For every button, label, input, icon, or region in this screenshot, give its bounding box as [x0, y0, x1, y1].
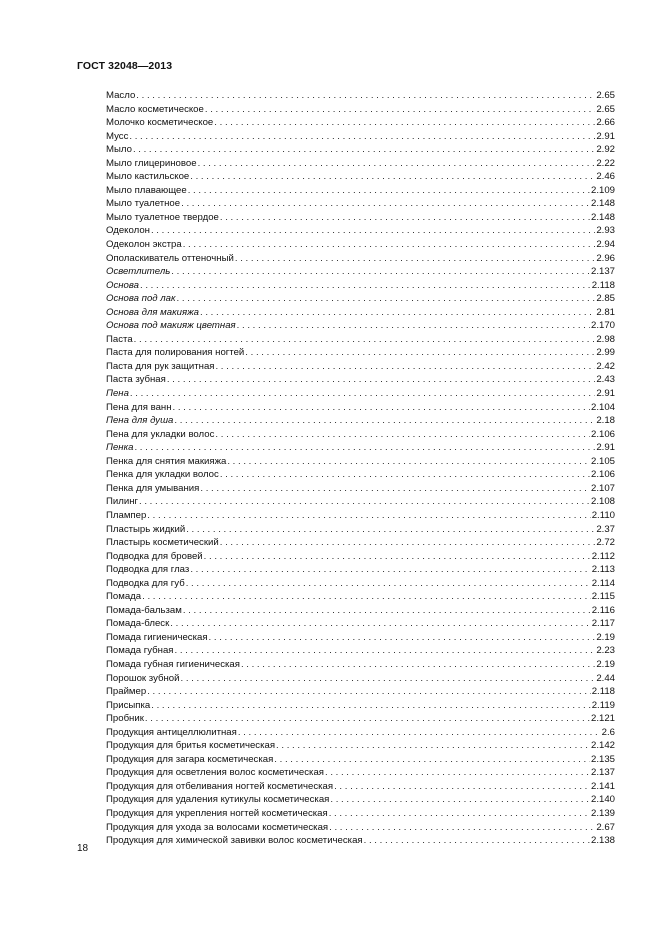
dot-leader — [209, 631, 596, 645]
dot-leader — [215, 428, 590, 442]
index-reference: 2.37 — [596, 523, 615, 535]
index-reference: 2.138 — [590, 835, 615, 847]
index-entry — [106, 414, 615, 428]
index-term: Помада-бальзам — [106, 604, 182, 616]
index-reference: 2.107 — [590, 482, 615, 494]
index-entry — [106, 631, 615, 645]
index-entry — [106, 577, 615, 591]
index-entry — [106, 780, 615, 794]
dot-leader — [241, 658, 595, 672]
dot-leader — [174, 414, 595, 428]
dot-leader — [173, 401, 590, 415]
index-entry — [106, 373, 615, 387]
index-term: Продукция для ухода за волосами косметическая — [106, 821, 329, 833]
dot-leader — [134, 333, 596, 347]
index-entry — [106, 360, 615, 374]
index-term: Порошок зубной — [106, 672, 180, 684]
dot-leader — [205, 103, 595, 117]
index-entry — [106, 455, 615, 469]
index-term: Подводка для бровей — [106, 550, 203, 562]
index-reference: 2.42 — [596, 360, 615, 372]
index-entry — [106, 482, 615, 496]
index-reference: 2.98 — [596, 333, 615, 345]
index-entry — [106, 292, 615, 306]
index-reference: 2.81 — [596, 306, 615, 318]
index-entry — [106, 468, 615, 482]
index-entry — [106, 685, 615, 699]
index-reference: 2.96 — [596, 252, 615, 264]
dot-leader — [238, 726, 601, 740]
index-term: Паста для рук защитная — [106, 360, 215, 372]
index-reference: 2.67 — [596, 821, 615, 833]
dot-leader — [334, 780, 590, 794]
term-index-list — [106, 89, 615, 848]
index-reference: 2.6 — [601, 726, 615, 738]
index-term: Паста зубная — [106, 374, 166, 386]
index-entry — [106, 265, 615, 279]
index-entry — [106, 89, 615, 103]
index-reference: 2.139 — [590, 807, 615, 819]
dot-leader — [329, 821, 595, 835]
index-reference: 2.117 — [591, 618, 615, 630]
index-entry — [106, 306, 615, 320]
dot-leader — [136, 89, 595, 103]
dot-leader — [140, 279, 591, 293]
dot-leader — [329, 807, 590, 821]
index-entry — [106, 103, 615, 117]
dot-leader — [274, 753, 590, 767]
index-entry — [106, 726, 615, 740]
index-entry — [106, 401, 615, 415]
dot-leader — [129, 130, 595, 144]
index-entry — [106, 712, 615, 726]
dot-leader — [147, 509, 590, 523]
index-entry — [106, 604, 615, 618]
dot-leader — [186, 523, 595, 537]
index-term: Продукция для удаления кутикулы косметическая — [106, 794, 330, 806]
page-number: 18 — [77, 843, 89, 854]
dot-leader — [183, 604, 591, 618]
index-reference: 2.116 — [591, 604, 615, 616]
index-term: Паста для полирования ногтей — [106, 347, 245, 359]
index-entry — [106, 821, 615, 835]
dot-leader — [177, 292, 596, 306]
index-reference: 2.118 — [591, 279, 615, 291]
index-term: Помада губная — [106, 645, 174, 657]
index-reference: 2.92 — [596, 144, 615, 156]
dot-leader — [198, 157, 596, 171]
index-reference: 2.23 — [596, 645, 615, 657]
index-term: Одеколон — [106, 225, 150, 237]
dot-leader — [130, 387, 595, 401]
index-term: Пенка для умывания — [106, 482, 200, 494]
index-term: Помада губная гигиеническая — [106, 658, 240, 670]
index-term: Подводка для глаз — [106, 564, 190, 576]
index-reference: 2.108 — [590, 496, 615, 508]
index-term: Мыло глицериновое — [106, 157, 197, 169]
index-term: Мыло плавающее — [106, 184, 187, 196]
index-entry — [106, 279, 615, 293]
index-reference: 2.142 — [590, 740, 615, 752]
index-term: Паста — [106, 333, 133, 345]
index-reference: 2.19 — [596, 658, 615, 670]
index-entry — [106, 536, 615, 550]
index-term: Мусс — [106, 130, 129, 142]
index-term: Пробник — [106, 713, 144, 725]
index-entry — [106, 346, 615, 360]
index-reference: 2.99 — [596, 347, 615, 359]
dot-leader — [133, 143, 595, 157]
dot-leader — [142, 590, 591, 604]
index-term: Праймер — [106, 686, 147, 698]
index-reference: 2.121 — [590, 713, 615, 725]
index-term: Подводка для губ — [106, 577, 185, 589]
dot-leader — [183, 238, 596, 252]
index-term: Помада-блеск — [106, 618, 170, 630]
index-term: Помада — [106, 591, 142, 603]
index-term: Основа — [106, 279, 140, 291]
index-entry — [106, 238, 615, 252]
index-entry — [106, 753, 615, 767]
index-entry — [106, 184, 615, 198]
dot-leader — [276, 739, 590, 753]
dot-leader — [200, 306, 595, 320]
index-entry — [106, 699, 615, 713]
index-reference: 2.170 — [590, 320, 615, 332]
dot-leader — [170, 617, 590, 631]
index-term: Одеколон экстра — [106, 239, 182, 251]
dot-leader — [175, 644, 596, 658]
index-entry — [106, 143, 615, 157]
index-term: Продукция антицеллюлитная — [106, 726, 237, 738]
dot-leader — [186, 577, 591, 591]
dot-leader — [190, 563, 590, 577]
index-term: Пена для ванн — [106, 401, 172, 413]
index-term: Продукция для укрепления ногтей косметическая — [106, 807, 328, 819]
index-term: Присыпка — [106, 699, 151, 711]
index-reference: 2.65 — [596, 103, 615, 115]
dot-leader — [200, 482, 590, 496]
index-entry — [106, 590, 615, 604]
index-entry — [106, 170, 615, 184]
index-term: Пенка для снятия макияжа — [106, 455, 227, 467]
index-reference: 2.137 — [590, 266, 615, 278]
index-term: Пилинг — [106, 496, 139, 508]
index-term: Основа для макияжа — [106, 306, 200, 318]
index-entry — [106, 252, 615, 266]
index-entry — [106, 157, 615, 171]
dot-leader — [220, 211, 590, 225]
index-reference: 2.22 — [596, 157, 615, 169]
index-entry — [106, 116, 615, 130]
index-reference: 2.85 — [596, 293, 615, 305]
dot-leader — [180, 672, 595, 686]
dot-leader — [214, 116, 595, 130]
dot-leader — [190, 170, 595, 184]
index-term: Продукция для химической завивки волос косметическая — [106, 835, 363, 847]
index-reference: 2.148 — [590, 198, 615, 210]
index-entry — [106, 672, 615, 686]
index-entry — [106, 793, 615, 807]
index-reference: 2.110 — [591, 509, 615, 521]
dot-leader — [139, 495, 590, 509]
dot-leader — [167, 373, 595, 387]
index-term: Масло косметическое — [106, 103, 204, 115]
index-term: Осветлитель — [106, 266, 171, 278]
index-entry — [106, 644, 615, 658]
index-term: Продукция для отбеливания ногтей косметическая — [106, 780, 334, 792]
index-reference: 2.105 — [590, 455, 615, 467]
index-reference: 2.66 — [596, 117, 615, 129]
dot-leader — [181, 197, 590, 211]
index-reference: 2.141 — [590, 780, 615, 792]
index-reference: 2.140 — [590, 794, 615, 806]
index-reference: 2.106 — [590, 469, 615, 481]
dot-leader — [330, 793, 590, 807]
dot-leader — [145, 712, 590, 726]
index-reference: 2.114 — [591, 577, 615, 589]
index-reference: 2.148 — [590, 211, 615, 223]
index-term: Продукция для загара косметическая — [106, 753, 274, 765]
index-reference: 2.109 — [590, 184, 615, 196]
dot-leader — [220, 536, 596, 550]
index-reference: 2.93 — [596, 225, 615, 237]
index-reference: 2.94 — [596, 239, 615, 251]
index-term: Мыло туалетное — [106, 198, 181, 210]
index-term: Пенка — [106, 442, 134, 454]
index-entry — [106, 495, 615, 509]
index-entry — [106, 766, 615, 780]
index-entry — [106, 428, 615, 442]
index-term: Плампер — [106, 509, 147, 521]
index-reference: 2.19 — [596, 631, 615, 643]
index-reference: 2.106 — [590, 428, 615, 440]
index-term: Молочко косметическое — [106, 117, 214, 129]
index-entry — [106, 617, 615, 631]
index-reference: 2.44 — [596, 672, 615, 684]
index-entry — [106, 658, 615, 672]
index-reference: 2.118 — [591, 686, 615, 698]
index-reference: 2.113 — [591, 564, 615, 576]
dot-leader — [188, 184, 590, 198]
dot-leader — [245, 346, 595, 360]
index-entry — [106, 333, 615, 347]
index-term: Мыло туалетное твердое — [106, 211, 219, 223]
index-reference: 2.137 — [590, 767, 615, 779]
index-term: Мыло кастильское — [106, 171, 190, 183]
index-entry — [106, 509, 615, 523]
index-term: Помада гигиеническая — [106, 631, 208, 643]
index-term: Пенка для укладки волос — [106, 469, 219, 481]
dot-leader — [151, 699, 590, 713]
index-reference: 2.65 — [596, 90, 615, 101]
index-term: Пена для укладки волос — [106, 428, 215, 440]
dot-leader — [235, 252, 595, 266]
index-term: Продукция для бритья косметическая — [106, 740, 276, 752]
index-reference: 2.18 — [596, 415, 615, 427]
index-reference: 2.91 — [596, 442, 615, 454]
index-term: Продукция для осветления волос косметическая — [106, 767, 324, 779]
index-term: Пена для душа — [106, 415, 174, 427]
document-header: ГОСТ 32048—2013 — [77, 60, 173, 72]
index-entry — [106, 224, 615, 238]
index-term: Масло — [106, 90, 136, 101]
index-entry — [106, 523, 615, 537]
index-term: Основа под лак — [106, 293, 176, 305]
index-reference: 2.46 — [596, 171, 615, 183]
index-term: Пластырь жидкий — [106, 523, 186, 535]
index-entry — [106, 807, 615, 821]
index-term: Ополаскиватель оттеночный — [106, 252, 234, 264]
dot-leader — [237, 319, 590, 333]
dot-leader — [364, 834, 590, 848]
index-term: Пена — [106, 388, 129, 400]
index-term: Мыло — [106, 144, 132, 156]
index-entry — [106, 319, 615, 333]
index-reference: 2.112 — [591, 550, 615, 562]
index-reference: 2.91 — [596, 130, 615, 142]
index-entry — [106, 834, 615, 848]
index-term: Пластырь косметический — [106, 537, 219, 549]
dot-leader — [215, 360, 595, 374]
dot-leader — [151, 224, 595, 238]
index-entry — [106, 197, 615, 211]
index-entry — [106, 130, 615, 144]
index-reference: 2.91 — [596, 388, 615, 400]
dot-leader — [325, 766, 590, 780]
index-reference: 2.119 — [591, 699, 615, 711]
index-reference: 2.43 — [596, 374, 615, 386]
index-reference: 2.115 — [591, 591, 615, 603]
index-entry — [106, 387, 615, 401]
index-entry — [106, 211, 615, 225]
dot-leader — [134, 441, 595, 455]
index-entry — [106, 563, 615, 577]
index-entry — [106, 739, 615, 753]
index-entry — [106, 441, 615, 455]
index-entry — [106, 550, 615, 564]
dot-leader — [227, 455, 590, 469]
dot-leader — [220, 468, 590, 482]
dot-leader — [147, 685, 591, 699]
dot-leader — [171, 265, 590, 279]
dot-leader — [204, 550, 591, 564]
index-reference: 2.104 — [590, 401, 615, 413]
index-reference: 2.72 — [596, 537, 615, 549]
index-reference: 2.135 — [590, 753, 615, 765]
index-term: Основа под макияж цветная — [106, 320, 236, 332]
